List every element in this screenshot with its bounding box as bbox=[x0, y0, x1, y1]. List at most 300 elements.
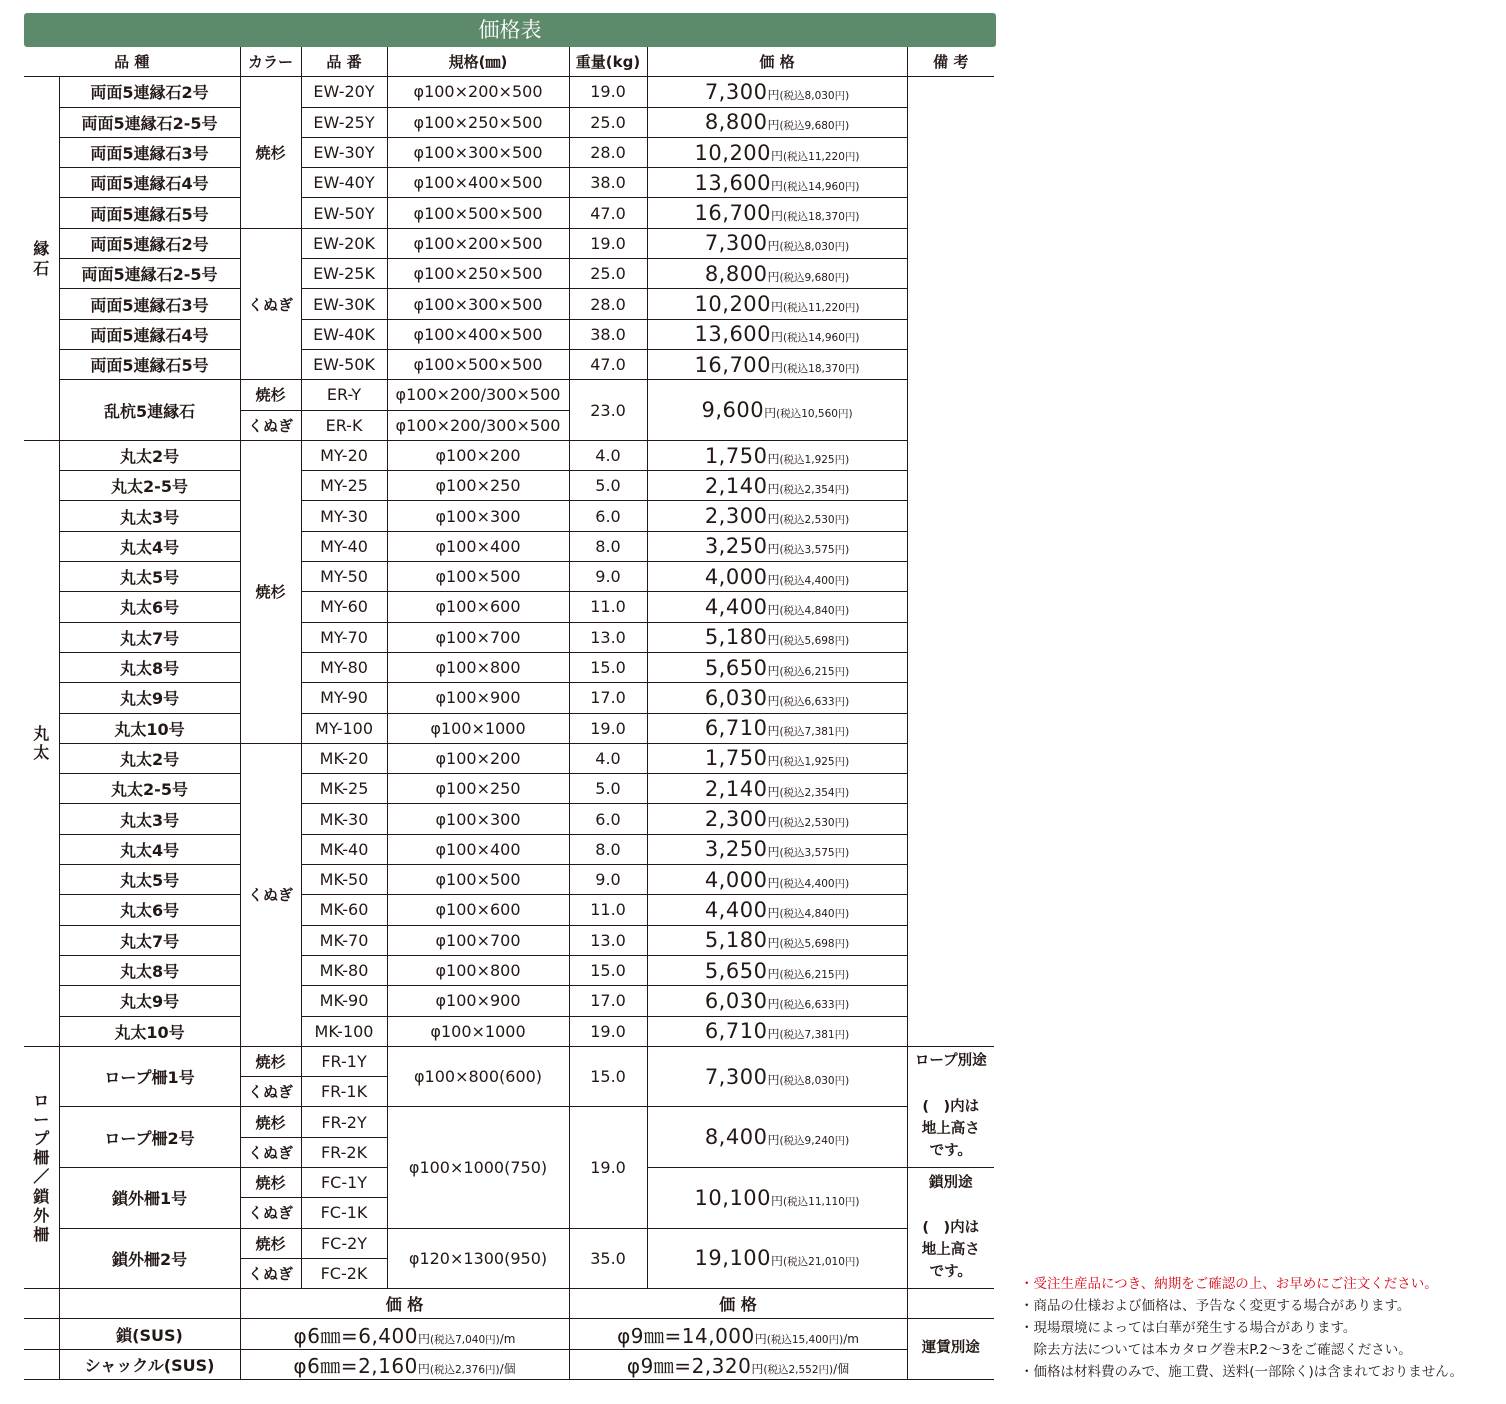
note-line: ( )内は bbox=[922, 1099, 980, 1116]
header-weight: 重量(kg) bbox=[569, 47, 647, 77]
price bbox=[647, 743, 907, 773]
spec: φ100×250 bbox=[387, 774, 569, 804]
price-value: 6,030 bbox=[704, 685, 768, 710]
product-code: MY-70 bbox=[301, 622, 387, 652]
product-name: ロープ柵2号 bbox=[59, 1107, 240, 1168]
price-value: 2,300 bbox=[704, 504, 768, 529]
yen-unit: 円 bbox=[767, 724, 780, 739]
price-value: 13,600 bbox=[694, 170, 772, 195]
chain-size: φ9㎜= bbox=[626, 1353, 692, 1378]
yen-unit: 円 bbox=[767, 845, 780, 860]
table-row bbox=[24, 865, 994, 895]
note-line: 地上高さ bbox=[921, 1242, 980, 1259]
spec: φ120×1300(950) bbox=[387, 1228, 569, 1289]
chain-size: φ6㎜= bbox=[293, 1353, 359, 1378]
chain-size: φ6㎜= bbox=[293, 1323, 359, 1348]
price-value: 6,400 bbox=[358, 1323, 418, 1348]
spec: φ100×250×500 bbox=[387, 259, 569, 289]
product-name: 丸太9号 bbox=[59, 986, 240, 1016]
price bbox=[647, 107, 907, 137]
price-value: 10,100 bbox=[694, 1185, 772, 1210]
price bbox=[647, 895, 907, 925]
product-code: MY-50 bbox=[301, 562, 387, 592]
color-kunugi: くぬぎ bbox=[240, 1198, 301, 1228]
product-code: FR-2Y bbox=[301, 1107, 387, 1137]
weight: 13.0 bbox=[569, 925, 647, 955]
table-row bbox=[24, 471, 994, 501]
blank-cell bbox=[59, 1289, 240, 1319]
note-line: です。 bbox=[929, 1263, 972, 1280]
price bbox=[647, 137, 907, 167]
spec: φ100×700 bbox=[387, 925, 569, 955]
tax-included-price: (税込4,840円) bbox=[779, 907, 850, 920]
category-curb: 縁石 bbox=[24, 77, 59, 441]
product-name: 乱杭5連縁石 bbox=[59, 380, 240, 441]
price-value: 4,400 bbox=[704, 897, 768, 922]
weight: 5.0 bbox=[569, 774, 647, 804]
yen-unit: 円 bbox=[771, 1254, 784, 1269]
color-yakisugi: 焼杉 bbox=[240, 1046, 301, 1076]
product-code: EW-30K bbox=[301, 289, 387, 319]
price-value: 2,160 bbox=[358, 1353, 418, 1378]
table-row bbox=[24, 895, 994, 925]
product-name: 両面5連縁石5号 bbox=[59, 349, 240, 379]
product-code: EW-50Y bbox=[301, 198, 387, 228]
rope-note bbox=[907, 1046, 994, 1167]
product-name: 丸太7号 bbox=[59, 622, 240, 652]
note-line: 除去方法については本カタログ巻末P.2～3をご確認ください。 bbox=[1020, 1342, 1412, 1358]
price bbox=[647, 1228, 907, 1289]
header-price: 価 格 bbox=[647, 47, 907, 77]
color-yakisugi: 焼杉 bbox=[240, 1228, 301, 1258]
weight: 4.0 bbox=[569, 440, 647, 470]
color-kunugi: くぬぎ bbox=[240, 228, 301, 379]
weight: 17.0 bbox=[569, 986, 647, 1016]
tax-included-price: (税込21,010円) bbox=[783, 1256, 860, 1269]
spec: φ100×600 bbox=[387, 592, 569, 622]
blank-cell bbox=[907, 1289, 994, 1319]
yen-unit: 円 bbox=[767, 754, 780, 769]
price bbox=[647, 1107, 907, 1168]
price bbox=[647, 865, 907, 895]
spec: φ100×500 bbox=[387, 865, 569, 895]
tax-included-price: (税込14,960円) bbox=[783, 180, 860, 193]
price-value: 16,700 bbox=[694, 201, 772, 226]
product-code: FR-2K bbox=[301, 1137, 387, 1167]
yen-unit: 円 bbox=[771, 209, 784, 224]
weight: 13.0 bbox=[569, 622, 647, 652]
product-name: 丸太6号 bbox=[59, 592, 240, 622]
color-kunugi: くぬぎ bbox=[240, 1077, 301, 1107]
header-note: 備 考 bbox=[907, 47, 994, 77]
product-name: 丸太4号 bbox=[59, 834, 240, 864]
spec: φ100×500 bbox=[387, 562, 569, 592]
yen-unit: 円 bbox=[767, 481, 780, 496]
spec: φ100×800 bbox=[387, 955, 569, 985]
unit: /個 bbox=[833, 1361, 850, 1376]
note-line: ・受注生産品につき、納期をご確認の上、お早めにご注文ください。 bbox=[1020, 1276, 1438, 1292]
table-row bbox=[24, 622, 994, 652]
tax-included-price: (税込3,575円) bbox=[779, 544, 850, 557]
unit: /m bbox=[499, 1331, 516, 1346]
price bbox=[647, 804, 907, 834]
price-value: 8,400 bbox=[704, 1125, 768, 1150]
price-value: 6,710 bbox=[704, 716, 768, 741]
product-name: 両面5連縁石4号 bbox=[59, 319, 240, 349]
product-name: 丸太2号 bbox=[59, 440, 240, 470]
tax-included-price: (税込6,633円) bbox=[779, 695, 850, 708]
yen-unit: 円 bbox=[417, 1331, 430, 1346]
price bbox=[647, 319, 907, 349]
price bbox=[647, 1167, 907, 1228]
weight: 15.0 bbox=[569, 1046, 647, 1107]
spec: φ100×900 bbox=[387, 986, 569, 1016]
product-code: MY-90 bbox=[301, 683, 387, 713]
weight: 35.0 bbox=[569, 1228, 647, 1289]
yen-unit: 円 bbox=[767, 815, 780, 830]
table-row bbox=[24, 713, 994, 743]
price-value: 4,400 bbox=[704, 594, 768, 619]
yen-unit: 円 bbox=[417, 1361, 430, 1376]
tax-included-price: (税込1,925円) bbox=[779, 453, 850, 466]
table-row bbox=[24, 228, 994, 258]
tax-included-price: (税込8,030円) bbox=[779, 89, 850, 102]
product-name: 丸太10号 bbox=[59, 713, 240, 743]
weight: 19.0 bbox=[569, 1107, 647, 1228]
tax-included-price: (税込4,400円) bbox=[779, 574, 850, 587]
product-name: 丸太9号 bbox=[59, 683, 240, 713]
product-name: 丸太3号 bbox=[59, 804, 240, 834]
price-value: 1,750 bbox=[704, 746, 768, 771]
table-row bbox=[24, 683, 994, 713]
yen-unit: 円 bbox=[771, 1193, 784, 1208]
chain-price bbox=[240, 1349, 569, 1379]
product-code: EW-25Y bbox=[301, 107, 387, 137]
weight: 25.0 bbox=[569, 107, 647, 137]
product-name: 丸太5号 bbox=[59, 865, 240, 895]
product-code: MK-25 bbox=[301, 774, 387, 804]
weight: 17.0 bbox=[569, 683, 647, 713]
price-value: 5,650 bbox=[704, 958, 768, 983]
yen-unit: 円 bbox=[771, 148, 784, 163]
yen-unit: 円 bbox=[771, 330, 784, 345]
spec: φ100×300×500 bbox=[387, 137, 569, 167]
product-name: 鎖(SUS) bbox=[59, 1319, 240, 1349]
price bbox=[647, 592, 907, 622]
chain-price-header: 価 格 bbox=[569, 1289, 907, 1319]
note-line: ロープ別途 bbox=[914, 1053, 987, 1070]
product-name: 鎖外柵1号 bbox=[59, 1167, 240, 1228]
table-row bbox=[24, 592, 994, 622]
tax-included-price: (税込8,030円) bbox=[779, 1074, 850, 1087]
product-name: 丸太2号 bbox=[59, 743, 240, 773]
chain-price bbox=[240, 1319, 569, 1349]
price bbox=[647, 349, 907, 379]
weight: 47.0 bbox=[569, 349, 647, 379]
tax-included-price: (税込7,381円) bbox=[779, 1029, 850, 1042]
product-code: MK-20 bbox=[301, 743, 387, 773]
tax-included-price: (税込11,220円) bbox=[783, 150, 860, 163]
product-code: MY-80 bbox=[301, 652, 387, 682]
tax-included-price: (税込11,220円) bbox=[783, 302, 860, 315]
table-row bbox=[24, 804, 994, 834]
spec: φ100×200/300×500 bbox=[387, 410, 569, 440]
spec: φ100×300 bbox=[387, 804, 569, 834]
tax-included-price: (税込2,530円) bbox=[779, 817, 850, 830]
price bbox=[647, 683, 907, 713]
table-row bbox=[24, 774, 994, 804]
tax-included-price: (税込2,530円) bbox=[779, 514, 850, 527]
tax-included-price: (税込15,400円) bbox=[766, 1333, 844, 1346]
product-name: 丸太8号 bbox=[59, 652, 240, 682]
table-row bbox=[24, 562, 994, 592]
table-row bbox=[24, 77, 994, 107]
color-kunugi: くぬぎ bbox=[240, 410, 301, 440]
spec: φ100×500×500 bbox=[387, 349, 569, 379]
header-color: カラー bbox=[240, 47, 301, 77]
product-name: シャックル(SUS) bbox=[59, 1349, 240, 1379]
weight: 11.0 bbox=[569, 592, 647, 622]
yen-unit: 円 bbox=[767, 572, 780, 587]
table-row bbox=[24, 168, 994, 198]
product-code: MY-100 bbox=[301, 713, 387, 743]
price bbox=[647, 713, 907, 743]
product-code: MK-100 bbox=[301, 1016, 387, 1046]
price bbox=[647, 925, 907, 955]
product-name: 両面5連縁石2号 bbox=[59, 228, 240, 258]
note-line: 地上高さ bbox=[921, 1120, 980, 1137]
yen-unit: 円 bbox=[767, 1027, 780, 1042]
yen-unit: 円 bbox=[767, 633, 780, 648]
product-name: 丸太6号 bbox=[59, 895, 240, 925]
weight: 9.0 bbox=[569, 562, 647, 592]
weight: 11.0 bbox=[569, 895, 647, 925]
color-yakisugi: 焼杉 bbox=[240, 77, 301, 228]
tax-included-price: (税込18,370円) bbox=[783, 211, 860, 224]
product-name: 両面5連縁石5号 bbox=[59, 198, 240, 228]
table-row bbox=[24, 289, 994, 319]
tax-included-price: (税込2,552円) bbox=[763, 1363, 834, 1376]
yen-unit: 円 bbox=[767, 239, 780, 254]
price bbox=[647, 1046, 907, 1107]
yen-unit: 円 bbox=[767, 118, 780, 133]
chain-note bbox=[907, 1167, 994, 1288]
note-line: ・現場環境によっては白華が発生する場合があります。 bbox=[1020, 1320, 1357, 1336]
category-fence: ロープ柵／鎖外柵 bbox=[24, 1046, 59, 1288]
price-value: 5,650 bbox=[704, 655, 768, 680]
price-value: 10,200 bbox=[694, 140, 772, 165]
weight: 19.0 bbox=[569, 1016, 647, 1046]
price bbox=[647, 289, 907, 319]
weight: 38.0 bbox=[569, 168, 647, 198]
yen-unit: 円 bbox=[767, 269, 780, 284]
product-name: 丸太2-5号 bbox=[59, 774, 240, 804]
product-code: FR-1K bbox=[301, 1077, 387, 1107]
tax-included-price: (税込9,680円) bbox=[779, 271, 850, 284]
yen-unit: 円 bbox=[767, 996, 780, 1011]
yen-unit: 円 bbox=[767, 663, 780, 678]
price bbox=[647, 562, 907, 592]
spec: φ100×400 bbox=[387, 834, 569, 864]
header-kind: 品 種 bbox=[24, 47, 240, 77]
tax-included-price: (税込1,925円) bbox=[779, 756, 850, 769]
product-name: 両面5連縁石4号 bbox=[59, 168, 240, 198]
price-value: 19,100 bbox=[694, 1246, 772, 1271]
chain-price bbox=[569, 1319, 907, 1349]
table-row bbox=[24, 1289, 994, 1319]
price-value: 6,030 bbox=[704, 988, 768, 1013]
weight: 6.0 bbox=[569, 501, 647, 531]
product-code: MK-60 bbox=[301, 895, 387, 925]
product-name: 丸太3号 bbox=[59, 501, 240, 531]
tax-included-price: (税込2,376円) bbox=[429, 1363, 500, 1376]
color-yakisugi: 焼杉 bbox=[240, 1167, 301, 1197]
weight: 6.0 bbox=[569, 804, 647, 834]
product-name: 鎖外柵2号 bbox=[59, 1228, 240, 1289]
spec: φ100×200 bbox=[387, 743, 569, 773]
tax-included-price: (税込7,381円) bbox=[779, 726, 850, 739]
product-name: 丸太8号 bbox=[59, 955, 240, 985]
price bbox=[647, 168, 907, 198]
price-value: 3,250 bbox=[704, 534, 768, 559]
price-value: 2,140 bbox=[704, 776, 768, 801]
yen-unit: 円 bbox=[771, 300, 784, 315]
tax-included-price: (税込3,575円) bbox=[779, 847, 850, 860]
weight: 4.0 bbox=[569, 743, 647, 773]
color-kunugi: くぬぎ bbox=[240, 743, 301, 1046]
product-code: MY-20 bbox=[301, 440, 387, 470]
spec: φ100×400 bbox=[387, 531, 569, 561]
table-row bbox=[24, 107, 994, 137]
spec: φ100×200×500 bbox=[387, 228, 569, 258]
table-row bbox=[24, 743, 994, 773]
price bbox=[647, 652, 907, 682]
table-row bbox=[24, 1349, 994, 1379]
yen-unit: 円 bbox=[767, 1072, 780, 1087]
spec: φ100×1000 bbox=[387, 1016, 569, 1046]
product-code: EW-20Y bbox=[301, 77, 387, 107]
spec: φ100×200×500 bbox=[387, 77, 569, 107]
price bbox=[647, 774, 907, 804]
tax-included-price: (税込9,240円) bbox=[779, 1135, 850, 1148]
price bbox=[647, 77, 907, 107]
table-row bbox=[24, 380, 994, 410]
price-value: 4,000 bbox=[704, 867, 768, 892]
price-table bbox=[24, 47, 994, 1380]
price bbox=[647, 228, 907, 258]
price bbox=[647, 259, 907, 289]
color-kunugi: くぬぎ bbox=[240, 1258, 301, 1288]
note-blank bbox=[907, 77, 994, 1047]
weight: 19.0 bbox=[569, 713, 647, 743]
yen-unit: 円 bbox=[767, 451, 780, 466]
color-kunugi: くぬぎ bbox=[240, 1137, 301, 1167]
price-value: 3,250 bbox=[704, 837, 768, 862]
note-line: ・価格は材料費のみで、施工費、送料(一部除く)は含まれておりません。 bbox=[1020, 1364, 1464, 1380]
product-code: EW-40Y bbox=[301, 168, 387, 198]
product-code: MK-90 bbox=[301, 986, 387, 1016]
product-code: ER-K bbox=[301, 410, 387, 440]
unit: /個 bbox=[499, 1361, 516, 1376]
yen-unit: 円 bbox=[767, 542, 780, 557]
chain-price-header: 価 格 bbox=[240, 1289, 569, 1319]
weight: 25.0 bbox=[569, 259, 647, 289]
table-row bbox=[24, 1107, 994, 1137]
table-row bbox=[24, 834, 994, 864]
price-value: 5,180 bbox=[704, 928, 768, 953]
spec: φ100×1000 bbox=[387, 713, 569, 743]
tax-included-price: (税込6,215円) bbox=[779, 968, 850, 981]
price bbox=[647, 198, 907, 228]
price bbox=[647, 986, 907, 1016]
product-code: MK-70 bbox=[301, 925, 387, 955]
table-row bbox=[24, 531, 994, 561]
weight: 19.0 bbox=[569, 228, 647, 258]
yen-unit: 円 bbox=[767, 905, 780, 920]
price bbox=[647, 531, 907, 561]
price-value: 1,750 bbox=[704, 443, 768, 468]
yen-unit: 円 bbox=[767, 1133, 780, 1148]
yen-unit: 円 bbox=[767, 875, 780, 890]
weight: 47.0 bbox=[569, 198, 647, 228]
weight: 15.0 bbox=[569, 955, 647, 985]
product-name: 丸太2-5号 bbox=[59, 471, 240, 501]
tax-included-price: (税込4,840円) bbox=[779, 604, 850, 617]
product-code: FC-1Y bbox=[301, 1167, 387, 1197]
spec: φ100×400×500 bbox=[387, 319, 569, 349]
price-value: 7,300 bbox=[704, 79, 768, 104]
yen-unit: 円 bbox=[764, 406, 777, 421]
unit: /m bbox=[843, 1331, 859, 1346]
table-row bbox=[24, 1016, 994, 1046]
spec: φ100×300×500 bbox=[387, 289, 569, 319]
product-code: FC-2K bbox=[301, 1258, 387, 1288]
product-code: EW-30Y bbox=[301, 137, 387, 167]
tax-included-price: (税込4,400円) bbox=[779, 877, 850, 890]
price-value: 10,200 bbox=[694, 292, 772, 317]
yen-unit: 円 bbox=[767, 87, 780, 102]
spec: φ100×200/300×500 bbox=[387, 380, 569, 410]
product-name: 両面5連縁石2-5号 bbox=[59, 107, 240, 137]
table-row bbox=[24, 652, 994, 682]
table-row bbox=[24, 501, 994, 531]
blank-cell bbox=[24, 1319, 59, 1349]
weight: 9.0 bbox=[569, 865, 647, 895]
product-code: EW-20K bbox=[301, 228, 387, 258]
header-row bbox=[24, 47, 994, 77]
product-name: 両面5連縁石3号 bbox=[59, 289, 240, 319]
weight: 8.0 bbox=[569, 834, 647, 864]
table-row bbox=[24, 1228, 994, 1258]
product-name: 両面5連縁石2-5号 bbox=[59, 259, 240, 289]
shipping-note: 運賃別途 bbox=[907, 1319, 994, 1380]
price bbox=[647, 471, 907, 501]
tax-included-price: (税込10,560円) bbox=[776, 408, 853, 421]
product-code: ER-Y bbox=[301, 380, 387, 410]
product-code: FR-1Y bbox=[301, 1046, 387, 1076]
tax-included-price: (税込2,354円) bbox=[779, 483, 850, 496]
spec: φ100×900 bbox=[387, 683, 569, 713]
yen-unit: 円 bbox=[771, 178, 784, 193]
weight: 15.0 bbox=[569, 652, 647, 682]
tax-included-price: (税込9,680円) bbox=[779, 120, 850, 133]
weight: 28.0 bbox=[569, 137, 647, 167]
table-row bbox=[24, 955, 994, 985]
tax-included-price: (税込6,633円) bbox=[779, 998, 850, 1011]
notes bbox=[1020, 1273, 1500, 1383]
weight: 19.0 bbox=[569, 77, 647, 107]
product-name: 丸太10号 bbox=[59, 1016, 240, 1046]
